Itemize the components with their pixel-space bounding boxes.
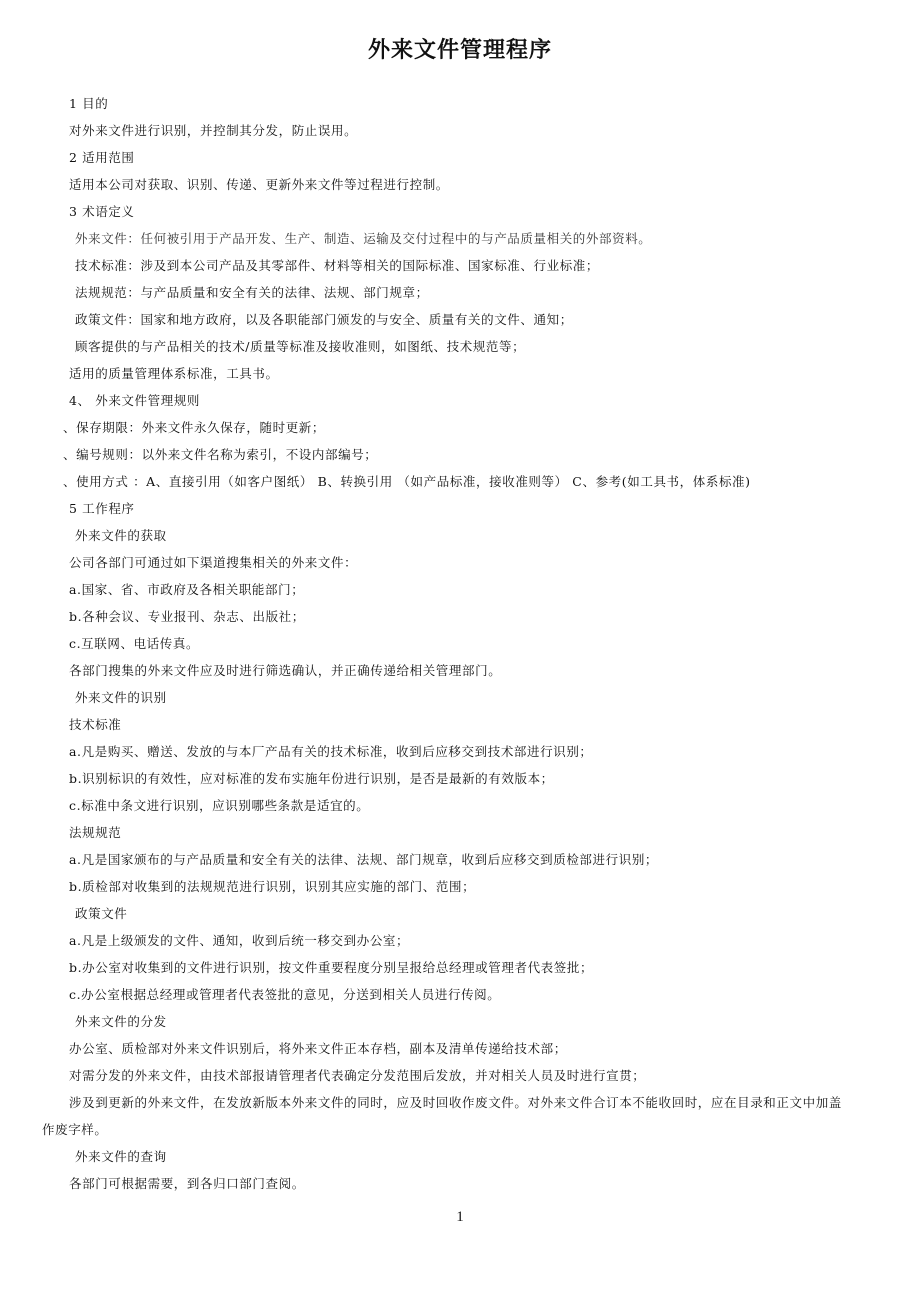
paragraph: 各部门可根据需要，到各归口部门查阅。 (69, 1176, 305, 1191)
list-item: c.办公室根据总经理或管理者代表签批的意见，分送到相关人员进行传阅。 (69, 987, 501, 1002)
list-item: b.识别标识的有效性，应对标准的发布实施年份进行识别，是否是最新的有效版本； (69, 771, 554, 786)
paragraph: 适用本公司对获取、识别、传递、更新外来文件等过程进行控制。 (69, 177, 449, 192)
definition-item: 政策文件：国家和地方政府，以及各职能部门颁发的与安全、质量有关的文件、通知； (75, 312, 573, 327)
paragraph: 办公室、质检部对外来文件识别后，将外来文件正本存档，副本及清单传递给技术部； (69, 1041, 567, 1056)
paragraph: 各部门搜集的外来文件应及时进行筛选确认，并正确传递给相关管理部门。 (69, 663, 502, 678)
paragraph: 对需分发的外来文件，由技术部报请管理者代表确定分发范围后发放，并对相关人员及时进行宣贯； (69, 1068, 646, 1083)
list-item: a.国家、省、市政府及各相关职能部门； (69, 582, 305, 597)
list-item: a.凡是上级颁发的文件、通知，收到后统一移交到办公室； (69, 933, 410, 948)
subsection-heading: 外来文件的分发 (75, 1014, 167, 1029)
subsection-heading: 外来文件的获取 (75, 528, 167, 543)
definition-item: 适用的质量管理体系标准，工具书。 (69, 366, 279, 381)
definition-item: 技术标准：涉及到本公司产品及其零部件、材料等相关的国际标准、国家标准、行业标准； (75, 258, 600, 273)
section-heading: 2 适用范围 (69, 150, 135, 165)
list-item: b.各种会议、专业报刊、杂志、出版社； (69, 609, 305, 624)
list-item: b.办公室对收集到的文件进行识别，按文件重要程度分别呈报给总经理或管理者代表签批； (69, 960, 594, 975)
list-item: c.互联网、电话传真。 (69, 636, 200, 651)
paragraph: 公司各部门可通过如下渠道搜集相关的外来文件： (69, 555, 358, 570)
list-item: c.标准中条文进行识别，应识别哪些条款是适宜的。 (69, 798, 370, 813)
section-heading: 1 目的 (69, 96, 109, 111)
subsection-heading: 法规规范 (69, 825, 122, 840)
page-number: 1 (456, 1209, 464, 1225)
section-heading: 4、 外来文件管理规则 (69, 393, 201, 408)
paragraph: 对外来文件进行识别，并控制其分发，防止误用。 (69, 123, 358, 138)
rule-item: 、使用方式 ：A、直接引用（如客户图纸） B、转换引用 （如产品标准，接收准则等） C、参考(如工具书，体系标准) (63, 474, 751, 489)
section-heading: 3 术语定义 (69, 204, 135, 219)
list-item: a.凡是购买、赠送、发放的与本厂产品有关的技术标准，收到后应移交到技术部进行识别； (69, 744, 593, 759)
subsection-heading: 外来文件的查询 (75, 1149, 167, 1164)
list-item: b.质检部对收集到的法规规范进行识别，识别其应实施的部门、范围； (69, 879, 476, 894)
definition-item: 法规规范：与产品质量和安全有关的法律、法规、部门规章； (75, 285, 429, 300)
subsection-heading: 技术标准 (69, 717, 122, 732)
rule-item: 、编号规则：以外来文件名称为索引，不设内部编号； (63, 447, 378, 462)
section-heading: 5 工作程序 (69, 501, 135, 516)
definition-item: 外来文件：任何被引用于产品开发、生产、制造、运输及交付过程中的与产品质量相关的外部资料。 (75, 231, 652, 246)
paragraph: 涉及到更新的外来文件，在发放新版本外来文件的同时，应及时回收作废文件。对外来文件合订本不能收回时，应在目录和正文中加盖 (69, 1095, 842, 1110)
rule-item: 、保存期限：外来文件永久保存，随时更新； (63, 420, 326, 435)
paragraph: 作废字样。 (42, 1122, 108, 1137)
definition-item: 顾客提供的与产品相关的技术/质量等标准及接收准则，如图纸、技术规范等； (75, 339, 526, 354)
subsection-heading: 外来文件的识别 (75, 690, 167, 705)
subsection-heading: 政策文件 (75, 906, 128, 921)
page-title: 外来文件管理程序 (367, 38, 552, 63)
list-item: a.凡是国家颁布的与产品质量和安全有关的法律、法规、部门规章，收到后应移交到质检部进行识别； (69, 852, 659, 867)
